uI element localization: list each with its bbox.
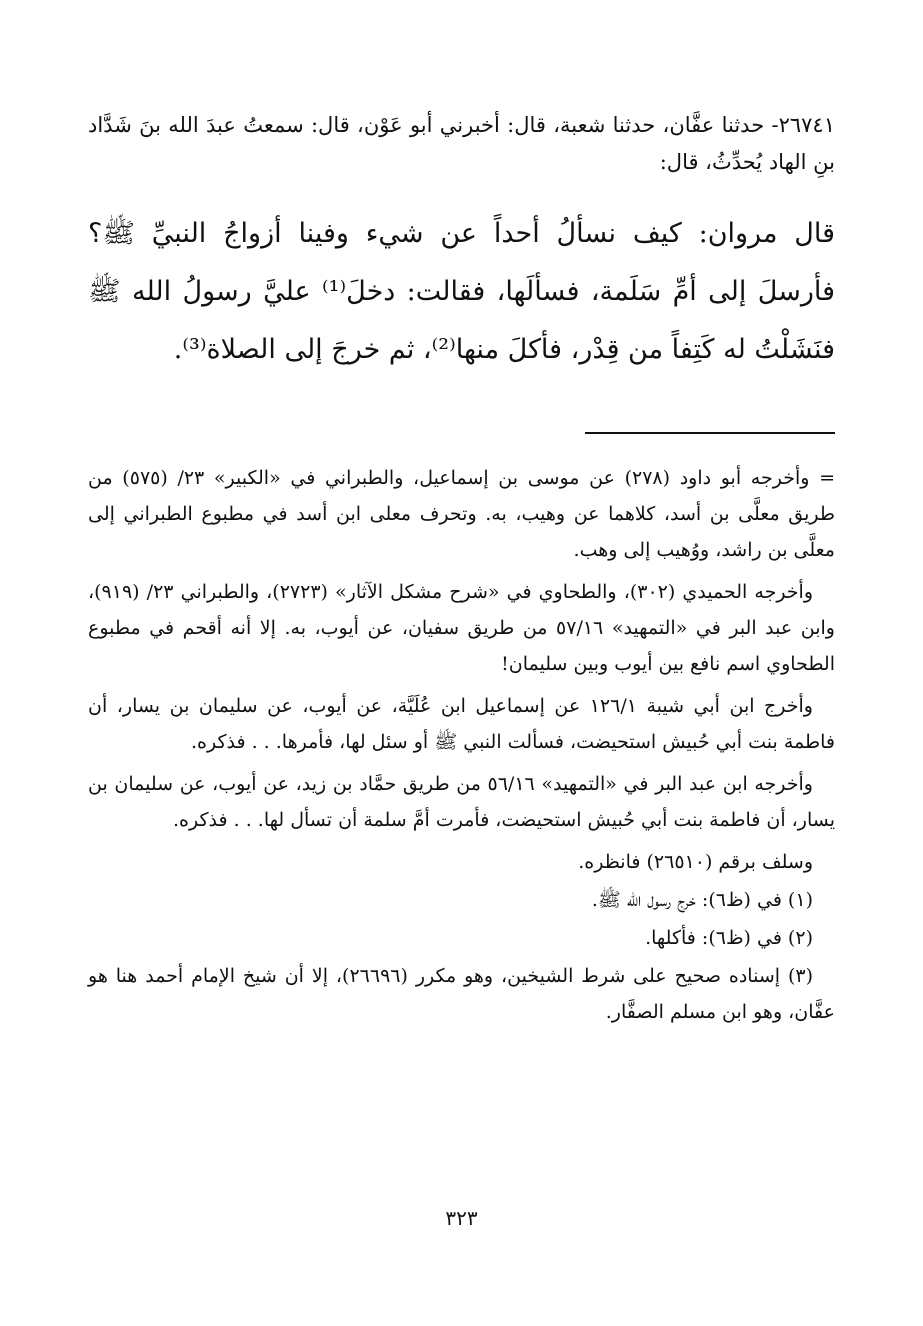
footnote-cross-reference: وسلف برقم (٢٦٥١٠) فانظره. — [578, 851, 813, 873]
footnote-paragraph-humaydi: وأخرجه الحميدي (٣٠٢)، والطحاوي في «شرح مشكل الآثار» (٢٧٢٣)، والطبراني ٢٣/ (٩١٩)، وابن عبد البر في «التمهيد» ٥٧/١٦ من طريق سفيان، عن أيوب، به. إلا أنه أقحم في مطبوع الطحاوي اسم نافع بين أيوب وبين سليمان! — [88, 581, 835, 675]
page-number: ٣٢٣ — [445, 1206, 478, 1230]
hadith-isnad: ٢٦٧٤١- حدثنا عفَّان، حدثنا شعبة، قال: أخبرني أبو عَوْن، قال: سمعتُ عبدَ الله بنَ شَدَّاد بنِ الهاد يُحدِّثُ، قال: — [88, 113, 835, 174]
footnote-continuation: = وأخرجه أبو داود (٢٧٨) عن موسى بن إسماعيل، والطبراني في «الكبير» ٢٣/ (٥٧٥) من طريق معلَّى بن أسد، كلاهما عن وهيب، به. وتحرف معلى ابن أسد في مطبوع الطبراني إلى معلَّى بن راشد، ووُهيب إلى وهب. — [88, 467, 835, 561]
footnote-paragraph-ibn-abi-shayba: وأخرج ابن أبي شيبة ١٢٦/١ عن إسماعيل ابن عُلَيَّة، عن أيوب، عن سليمان بن يسار، أن فاطمة بنت أبي حُبيش استحيضت، فسألت النبي ﷺ أو سئل لها، فأمرها. . . فذكره. — [88, 695, 835, 753]
footnote-paragraph-ibn-abd-al-barr: وأخرجه ابن عبد البر في «التمهيد» ٥٦/١٦ من طريق حمَّاد بن زيد، عن أيوب، عن سليمان بن يسار، أن فاطمة بنت أبي حُبيش استحيضت، فأمرت أمَّ سلمة أن تسأل لها. . . فذكره. — [88, 773, 835, 831]
footnote-1: (١) في (ظ٦): خرج رسول الله ﷺ. — [591, 889, 813, 911]
hadith-matn: قال مروان: كيف نسألُ أحداً عن شيء وفينا أزواجُ النبيِّ ﷺ؟ فأرسلَ إلى أمِّ سَلَمة، فسألَها، فقالت: دخلَ⁽¹⁾ عليَّ رسولُ الله ﷺ فنَشَلْتُ له كَتِفاً من قِدْر، فأكلَ منها⁽²⁾، ثم خرجَ إلى الصلاة⁽³⁾. — [88, 218, 836, 365]
footnote-3: (٣) إسناده صحيح على شرط الشيخين، وهو مكرر (٢٦٦٩٦)، إلا أن شيخ الإمام أحمد هنا هو عفَّان، وهو ابن مسلم الصفَّار. — [88, 965, 835, 1023]
footnotes-section — [88, 460, 835, 1032]
footnote-divider — [585, 432, 835, 434]
footnote-2: (٢) في (ظ٦): فأكلها. — [645, 927, 813, 949]
